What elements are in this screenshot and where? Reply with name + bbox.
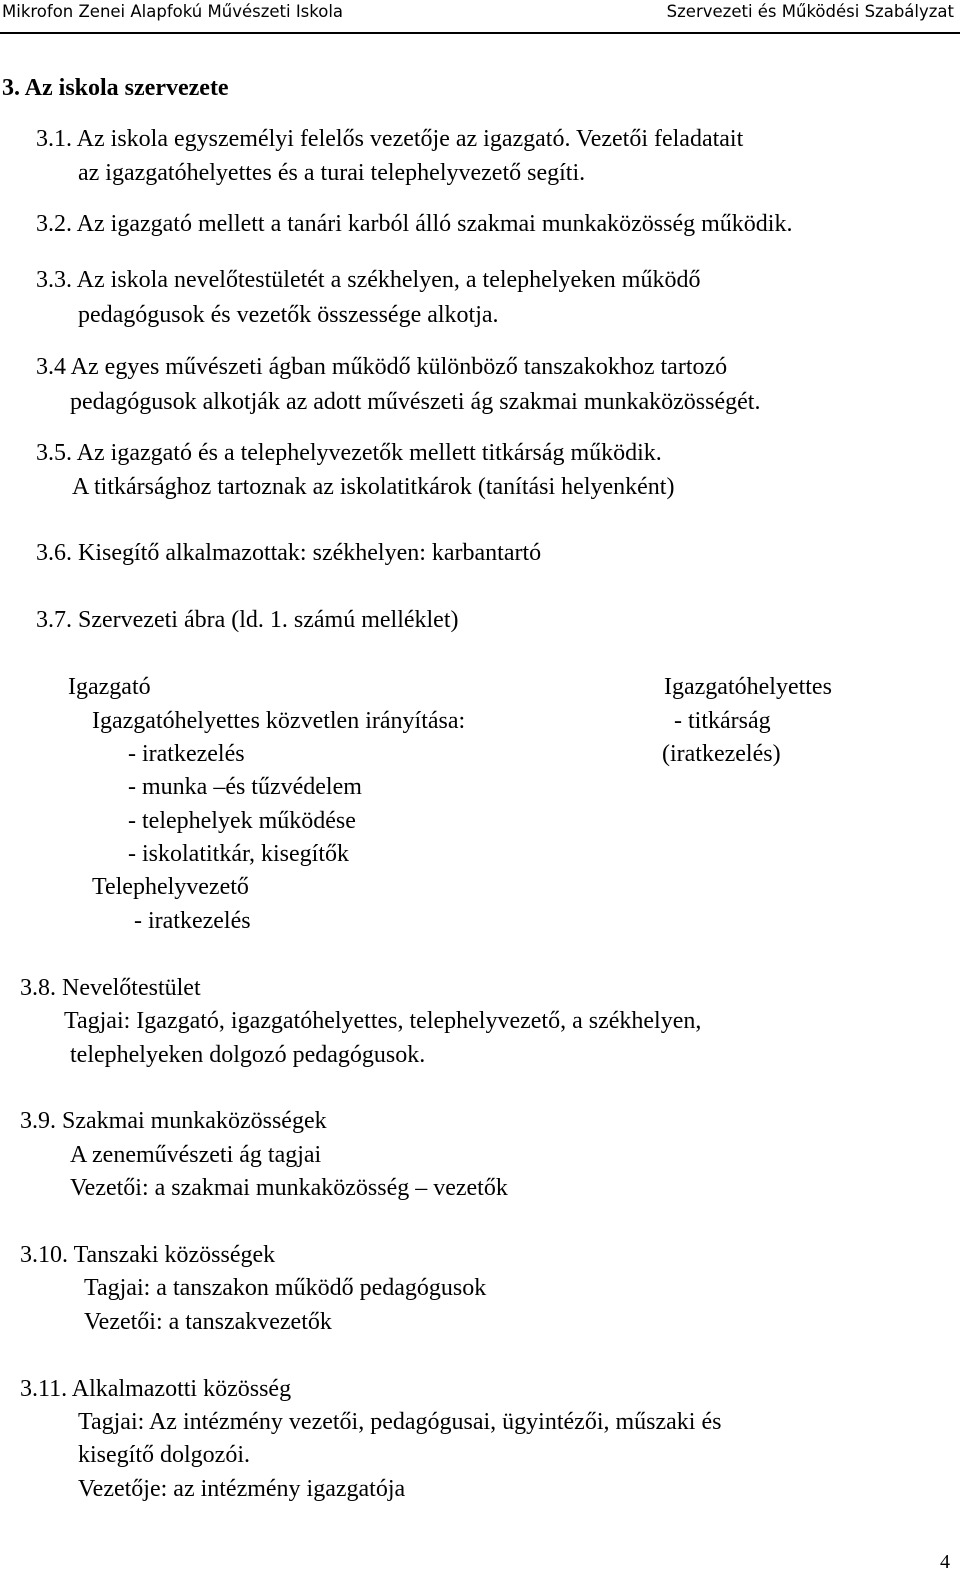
page-number: 4 bbox=[940, 1551, 950, 1573]
s310-line2: Vezetői: a tanszakvezetők bbox=[84, 1309, 332, 1335]
s311-line3: Vezetője: az intézmény igazgatója bbox=[78, 1476, 406, 1502]
s39-title: 3.9. Szakmai munkaközösségek bbox=[20, 1108, 327, 1134]
org-left-item: - munka –és tűzvédelem bbox=[128, 774, 362, 800]
s38-title: 3.8. Nevelőtestület bbox=[20, 975, 201, 1001]
org-right-item: Igazgatóhelyettes bbox=[664, 674, 832, 700]
s39-line1: A zeneművészeti ág tagjai bbox=[70, 1142, 322, 1168]
s35-line1: 3.5. Az igazgató és a telephelyvezetők mellett titkárság működik. bbox=[36, 440, 662, 466]
s37-text: 3.7. Szervezeti ábra (ld. 1. számú melléklet) bbox=[36, 607, 459, 633]
s310-line1: Tagjai: a tanszakon működő pedagógusok bbox=[84, 1275, 487, 1301]
section-heading: 3. Az iskola szervezete bbox=[2, 75, 229, 101]
org-right-item: - titkárság bbox=[674, 708, 771, 734]
s38-line1: Tagjai: Igazgató, igazgatóhelyettes, telephelyvezető, a székhelyen, bbox=[64, 1008, 702, 1034]
s33-line1: 3.3. Az iskola nevelőtestületét a székhelyen, a telephelyeken működő bbox=[36, 267, 701, 293]
org-left-item: - telephelyek működése bbox=[128, 808, 356, 834]
s310-title: 3.10. Tanszaki közösségek bbox=[20, 1242, 276, 1268]
s39-line2: Vezetői: a szakmai munkaközösség – vezetők bbox=[70, 1175, 508, 1201]
s311-title: 3.11. Alkalmazotti közösség bbox=[20, 1376, 292, 1402]
s33-line2: pedagógusok és vezetők összessége alkotja. bbox=[78, 302, 499, 328]
org-left-item: - iskolatitkár, kisegítők bbox=[128, 841, 350, 867]
s31-line1: 3.1. Az iskola egyszemélyi felelős vezetője az igazgató. Vezetői feladatait bbox=[36, 126, 744, 152]
org-left-item: Igazgató bbox=[68, 674, 151, 700]
org-right-item: (iratkezelés) bbox=[662, 741, 781, 767]
header-document-title: Szervezeti és Működési Szabályzat bbox=[666, 2, 954, 21]
org-left-item: Telephelyvezető bbox=[92, 874, 249, 900]
org-left-item: - iratkezelés bbox=[134, 908, 251, 934]
page-header bbox=[0, 0, 960, 38]
s35-line2: A titkársághoz tartoznak az iskolatitkárok (tanítási helyenként) bbox=[72, 474, 675, 500]
s34-line1: 3.4 Az egyes művészeti ágban működő különböző tanszakokhoz tartozó bbox=[36, 354, 728, 380]
org-left-item: Igazgatóhelyettes közvetlen irányítása: bbox=[92, 708, 466, 734]
s36-text: 3.6. Kisegítő alkalmazottak: székhelyen: karbantartó bbox=[36, 540, 542, 566]
header-rule bbox=[0, 32, 960, 34]
s32-text: 3.2. Az igazgató mellett a tanári karból álló szakmai munkaközösség működik. bbox=[36, 211, 793, 237]
header-school-name: Mikrofon Zenei Alapfokú Művészeti Iskola bbox=[2, 2, 344, 21]
s311-line1: Tagjai: Az intézmény vezetői, pedagógusai, ügyintézői, műszaki és bbox=[78, 1409, 722, 1435]
org-left-item: - iratkezelés bbox=[128, 741, 245, 767]
s31-line2: az igazgatóhelyettes és a turai telephelyvezető segíti. bbox=[78, 160, 586, 186]
s311-line2: kisegítő dolgozói. bbox=[78, 1442, 250, 1468]
s34-line2: pedagógusok alkotják az adott művészeti ág szakmai munkaközösségét. bbox=[70, 389, 761, 415]
s38-line2: telephelyeken dolgozó pedagógusok. bbox=[70, 1042, 426, 1068]
